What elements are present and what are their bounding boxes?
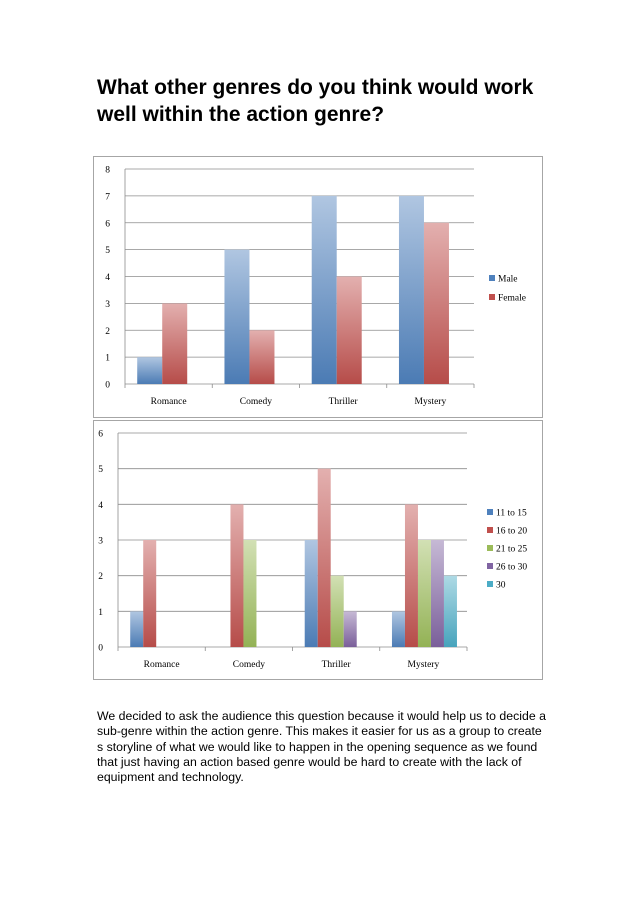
bar-11-to-15-romance	[130, 611, 143, 647]
legend-swatch	[487, 545, 493, 551]
x-category-label: Thriller	[328, 397, 358, 407]
bar-11-to-15-thriller	[305, 540, 318, 647]
x-category-label: Mystery	[414, 397, 447, 407]
legend-label: Male	[498, 274, 518, 285]
body-paragraph: We decided to ask the audience this question because it would help us to decide a sub-genre within the action genre. This makes it easier for us as a group to create s storyline of what we would like to happen in the opening sequence as we found that just having an action based genre would be hard to create with the lack of equipment and technology.	[97, 709, 546, 785]
y-tick-label: 2	[98, 572, 103, 583]
bar-21-to-25-comedy	[243, 540, 256, 647]
y-tick-label: 1	[105, 353, 110, 364]
bar-26-to-30-thriller	[344, 611, 357, 647]
bar-female-mystery	[424, 223, 449, 384]
genre-by-age-chart-svg	[94, 421, 542, 679]
legend-swatch	[487, 563, 493, 569]
y-tick-label: 3	[105, 299, 110, 310]
legend-label: 11 to 15	[496, 508, 527, 519]
bar-26-to-30-mystery	[431, 540, 444, 647]
genre-by-gender-chart-svg	[94, 157, 542, 417]
x-category-label: Romance	[143, 660, 180, 670]
bar-11-to-15-mystery	[392, 611, 405, 647]
y-tick-label: 0	[105, 380, 110, 391]
x-category-label: Comedy	[239, 397, 272, 407]
bar-female-thriller	[337, 277, 362, 385]
bar-21-to-25-mystery	[418, 540, 431, 647]
bar-female-comedy	[249, 330, 274, 384]
x-category-label: Romance	[150, 397, 187, 407]
x-category-label: Thriller	[321, 660, 351, 670]
legend-label: Female	[498, 293, 526, 304]
y-tick-label: 6	[98, 429, 103, 440]
page-title: What other genres do you think would work well within the action genre?	[97, 76, 534, 126]
bar-16-to-20-comedy	[230, 504, 243, 647]
y-tick-label: 0	[98, 643, 103, 654]
bar-male-comedy	[224, 250, 249, 384]
y-tick-label: 2	[105, 326, 110, 337]
y-tick-label: 8	[105, 165, 110, 176]
y-tick-label: 7	[105, 192, 110, 203]
x-category-label: Comedy	[232, 660, 265, 670]
y-tick-label: 5	[105, 246, 110, 257]
y-tick-label: 3	[98, 536, 103, 547]
bar-male-mystery	[399, 196, 424, 384]
y-tick-label: 5	[98, 465, 103, 476]
y-tick-label: 4	[105, 273, 110, 283]
bar-16-to-20-romance	[143, 540, 156, 647]
y-tick-label: 4	[98, 500, 103, 511]
bar-30-mystery	[444, 576, 457, 647]
bar-16-to-20-thriller	[318, 469, 331, 647]
bar-male-thriller	[312, 196, 337, 384]
legend-swatch	[487, 527, 493, 533]
bar-21-to-25-thriller	[331, 576, 344, 647]
bar-male-romance	[137, 357, 162, 384]
legend-label: 21 to 25	[496, 544, 528, 555]
legend-label: 26 to 30	[496, 562, 528, 573]
legend-label: 16 to 20	[496, 526, 528, 537]
bar-female-romance	[162, 303, 187, 384]
legend-swatch	[489, 275, 495, 281]
legend-swatch	[487, 509, 493, 515]
genre-by-gender-chart	[93, 156, 543, 418]
y-tick-label: 6	[105, 219, 110, 230]
bar-16-to-20-mystery	[405, 504, 418, 647]
legend-swatch	[489, 294, 495, 300]
legend-swatch	[487, 581, 493, 587]
legend-label: 30	[496, 580, 506, 591]
x-category-label: Mystery	[407, 660, 440, 670]
y-tick-label: 1	[98, 607, 103, 618]
genre-by-age-chart	[93, 420, 543, 680]
